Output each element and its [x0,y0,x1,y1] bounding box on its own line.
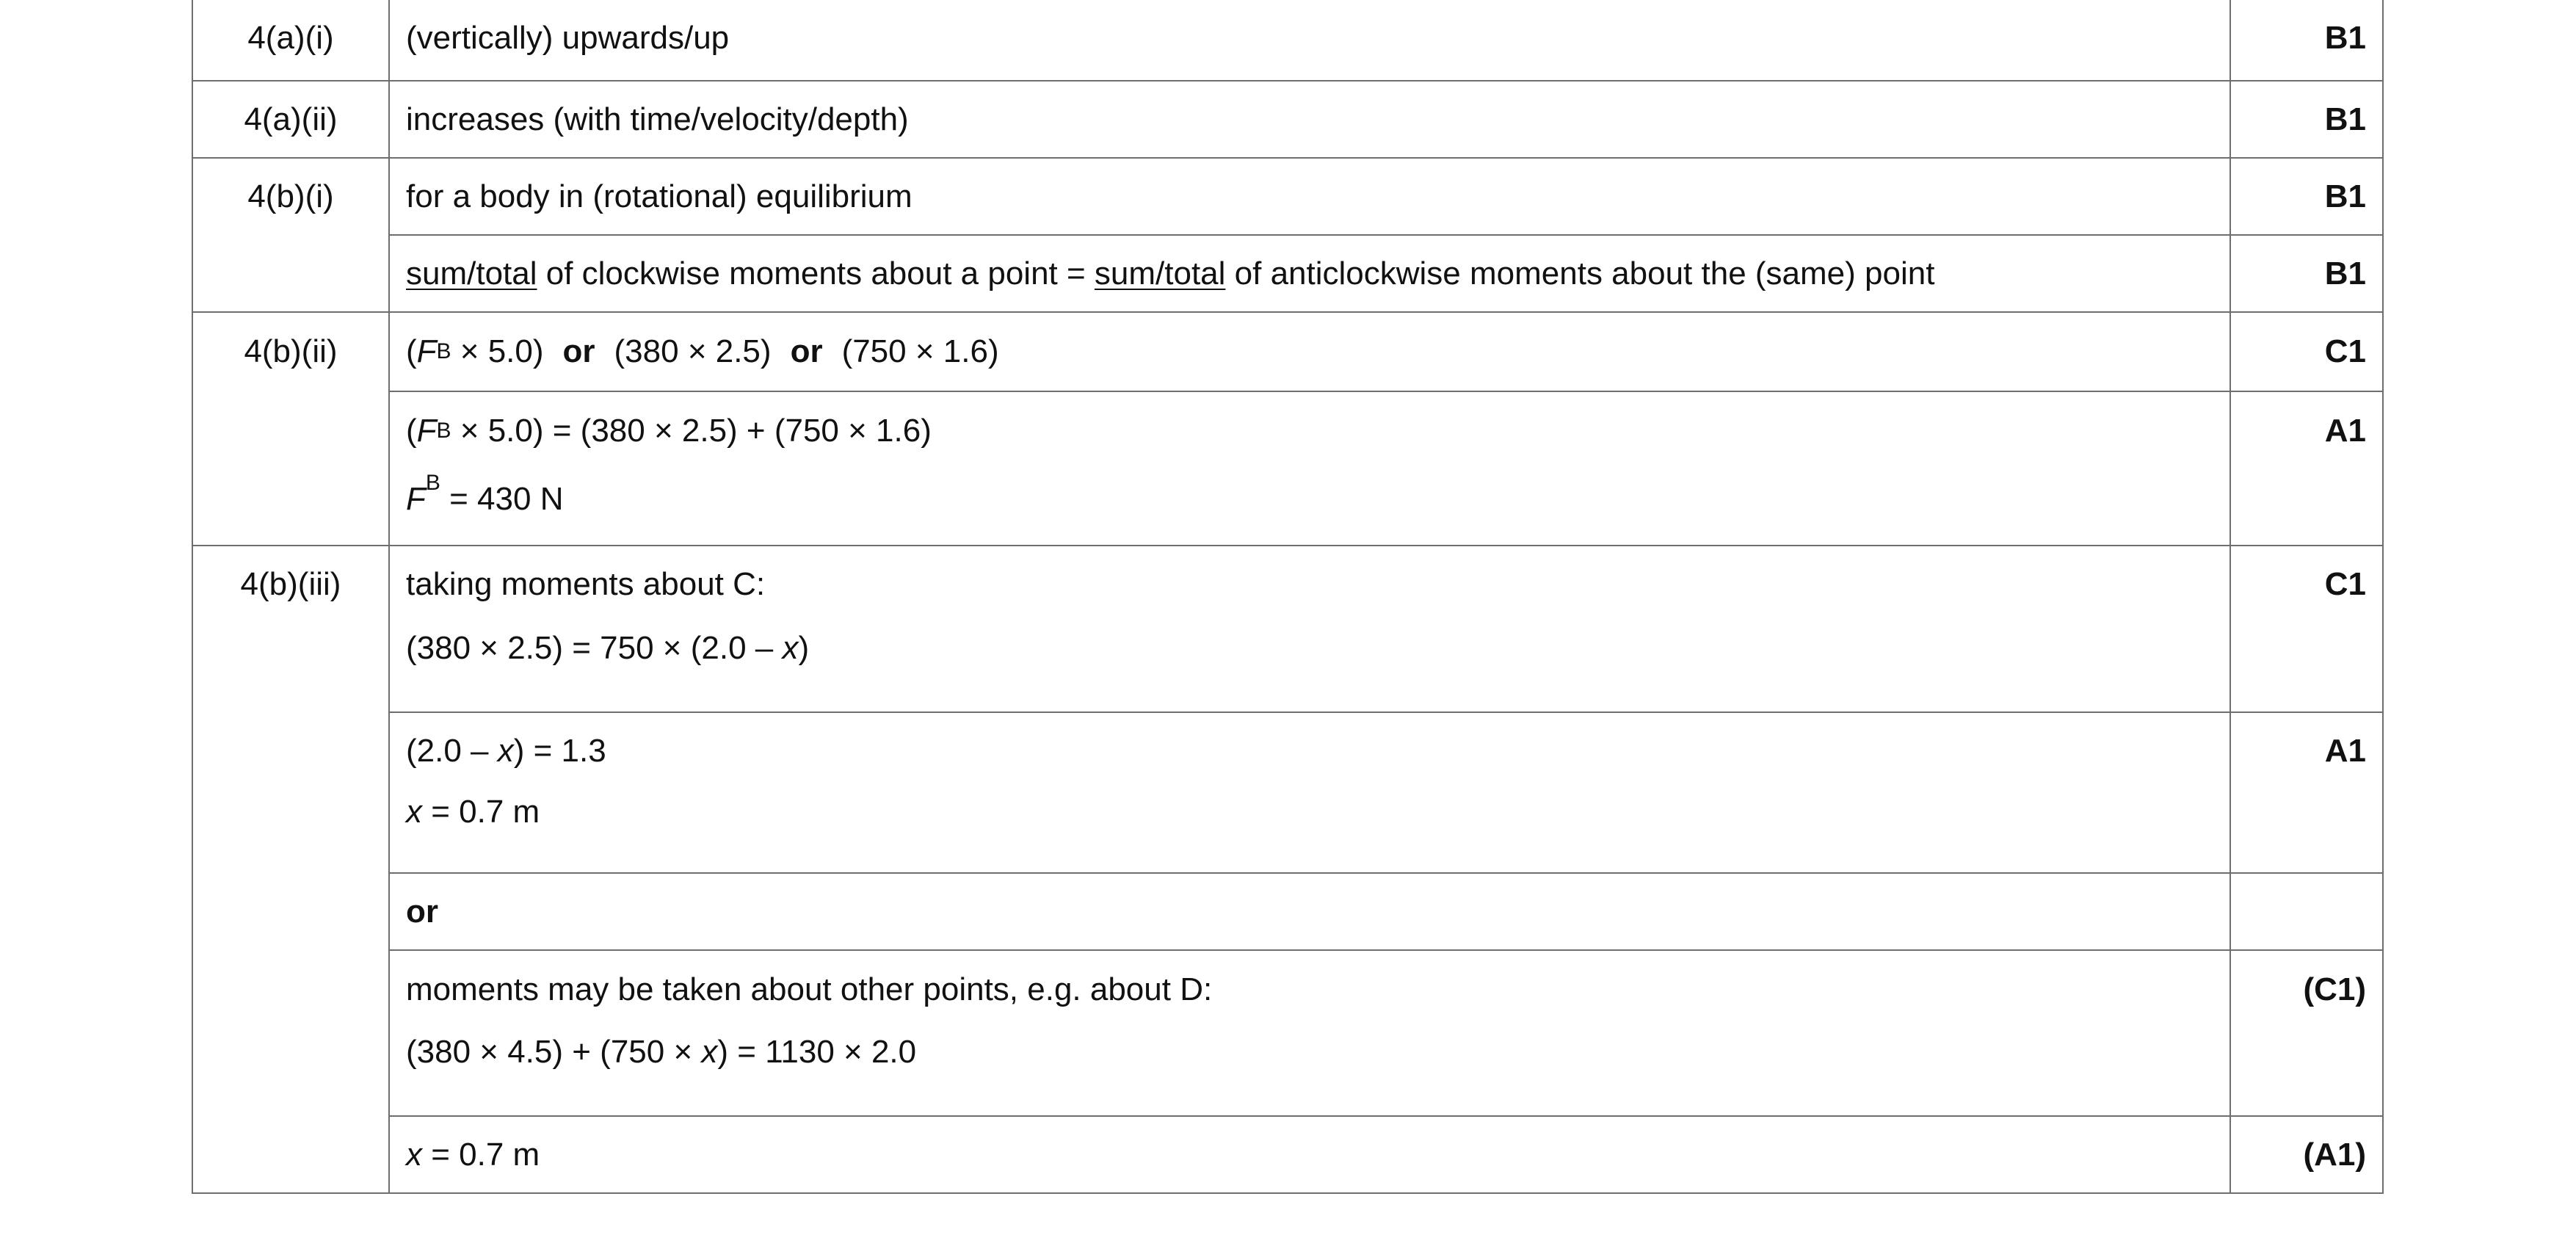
answer-cell: increases (with time/velocity/depth) [389,81,2230,158]
table-row [192,158,2383,235]
answer-cell: moments may be taken about other points, e.g. about D: (380 × 4.5) + (750 × x ) = 1130 × 2.0 [389,950,2230,1116]
answer-cell: taking moments about C: (380 × 2.5) = 750 × (2.0 – x ) [389,546,2230,712]
marks-cell [2230,873,2383,950]
table-row [192,873,2383,950]
table-row [192,546,2383,712]
marks-cell: B1 [2230,81,2383,158]
marks-cell: B1 [2230,0,2383,81]
marks-cell: C1 [2230,546,2383,712]
question-number: 4(b)(ii) [192,312,389,546]
question-number: 4(b)(iii) [192,546,389,1193]
answer-cell: (2.0 – x ) = 1.3 x = 0.7 m [389,712,2230,873]
answer-cell: sum/total of clockwise moments about a point = sum/total of anticlockwise moments about the (same) point [389,235,2230,312]
answer-cell: ( F B × 5.0) or (380 × 2.5) or (750 × 1.6) [389,312,2230,391]
table-row [192,312,2383,391]
question-number: 4(a)(i) [192,0,389,81]
question-number: 4(a)(ii) [192,81,389,158]
marks-cell: (C1) [2230,950,2383,1116]
answer-cell: or [389,873,2230,950]
answer-cell: (vertically) upwards/up [389,0,2230,81]
table-row [192,712,2383,873]
marks-cell: A1 [2230,391,2383,546]
marks-cell: B1 [2230,158,2383,235]
question-number: 4(b)(i) [192,158,389,312]
table-row [192,235,2383,312]
table-row [192,81,2383,158]
underlined-term: sum/total [406,255,537,291]
answer-cell: x = 0.7 m [389,1116,2230,1193]
marks-cell: (A1) [2230,1116,2383,1193]
table-row [192,950,2383,1116]
table-row [192,391,2383,546]
table-row [192,1116,2383,1193]
underlined-term: sum/total [1094,255,1226,291]
marks-cell: A1 [2230,712,2383,873]
answer-cell: for a body in (rotational) equilibrium [389,158,2230,235]
answer-cell: ( F B × 5.0) = (380 × 2.5) + (750 × 1.6) F B = 430 N [389,391,2230,546]
table-row [192,0,2383,81]
marks-cell: C1 [2230,312,2383,391]
marks-cell: B1 [2230,235,2383,312]
mark-scheme-table [192,0,2384,1194]
